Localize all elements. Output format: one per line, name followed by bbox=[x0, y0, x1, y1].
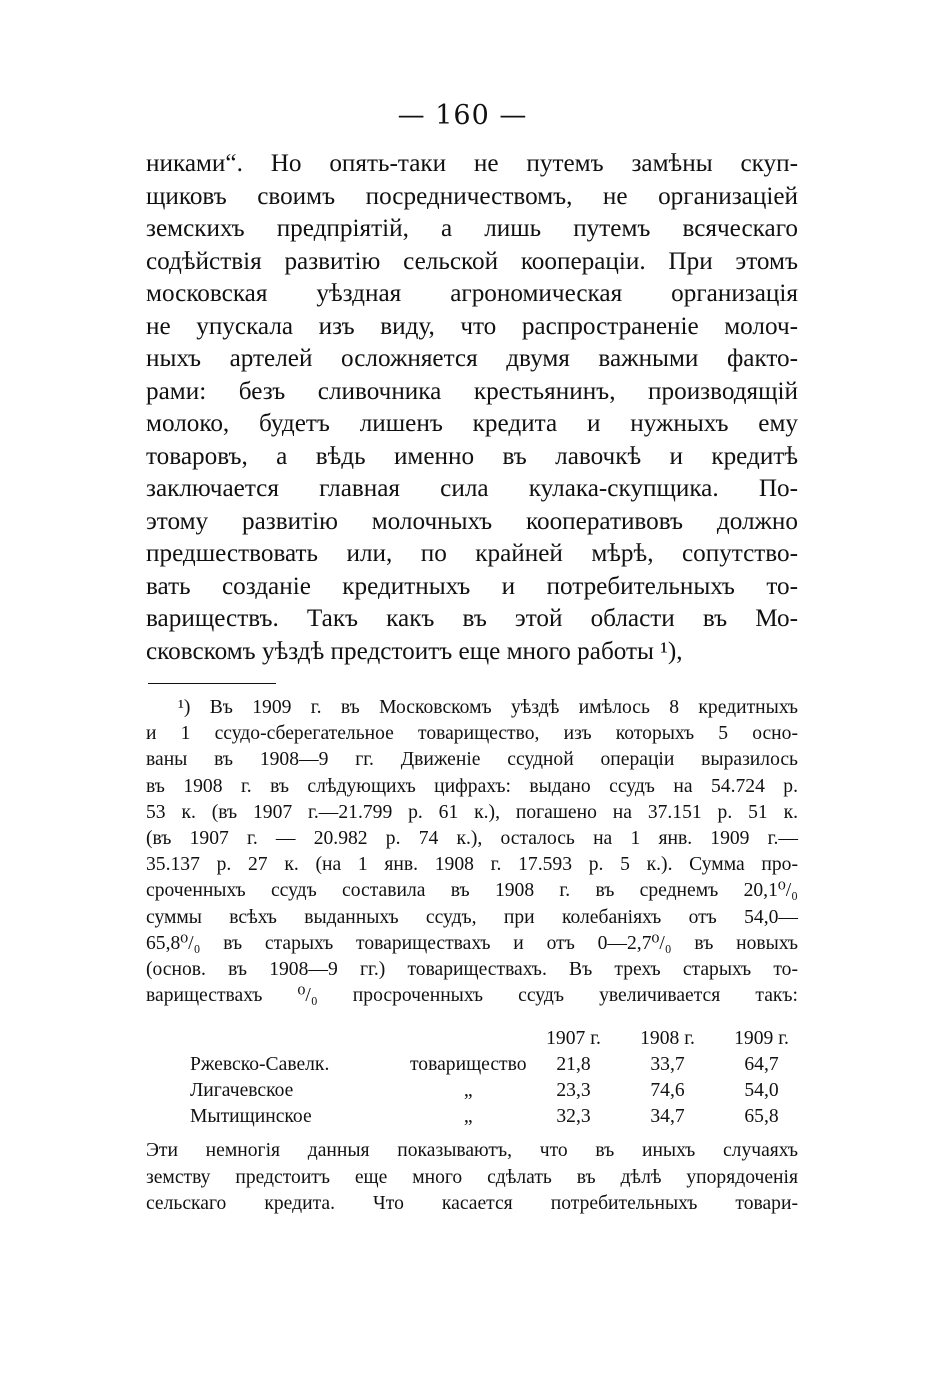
row-value: 32,3 bbox=[556, 1106, 591, 1127]
footnote-line: и 1 ссудо-сберегательное товарищество, изъ которыхъ 5 осно- bbox=[146, 723, 798, 745]
main-paragraph bbox=[146, 148, 798, 668]
table-header-row bbox=[190, 1026, 809, 1052]
row-value: 64,7 bbox=[744, 1054, 779, 1075]
row-value: 34,7 bbox=[650, 1106, 685, 1127]
row-value: 23,3 bbox=[556, 1080, 591, 1101]
row-suffix: товарищество bbox=[410, 1054, 527, 1075]
text-line: предшествовать или, по крайней мѣрѣ, сопутство- bbox=[146, 540, 798, 567]
text-line: ныхъ артелей осложняется двумя важными факто- bbox=[146, 345, 798, 372]
text-line: не упускала изъ виду, что распространеніе молоч- bbox=[146, 312, 798, 340]
footnote-line: 35.137 р. 27 к. (на 1 янв. 1908 г. 17.593 р. 5 к.). Сумма про- bbox=[146, 854, 798, 876]
text-line: Эти немногія данныя показываютъ, что въ иныхъ случаяхъ bbox=[146, 1140, 798, 1161]
year-header: 1909 г. bbox=[734, 1028, 789, 1049]
footnote-divider bbox=[148, 683, 276, 684]
row-name: Мытищинское bbox=[190, 1106, 312, 1127]
text-line: сковскомъ уѣздѣ предстоитъ еще много работы ¹), bbox=[146, 637, 683, 665]
footnote-line: ваны въ 1908—9 гг. Движеніе ссудной операціи выразилось bbox=[146, 749, 798, 771]
row-value: 33,7 bbox=[650, 1054, 685, 1075]
text-line: московская уѣздная агрономическая организація bbox=[146, 280, 798, 307]
row-value: 65,8 bbox=[744, 1106, 779, 1127]
footnote-line: сроченныхъ ссудъ составила въ 1908 г. въ среднемъ 20,1⁰/₀ bbox=[146, 880, 798, 902]
footnote-line: 53 к. (въ 1907 г.—21.799 р. 61 к.), погашено на 37.151 р. 51 к. bbox=[146, 801, 798, 823]
text-line: земскихъ предпріятій, а лишь путемъ всяческаго bbox=[146, 215, 798, 242]
text-line: вать созданіе кредитныхъ и потребительныхъ то- bbox=[146, 572, 798, 600]
footnote-line: 65,8⁰/₀ въ старыхъ товариществахъ и отъ 0—2,7⁰/₀ въ новыхъ bbox=[146, 932, 798, 954]
text-line: этому развитію молочныхъ кооперативовъ должно bbox=[146, 507, 798, 535]
row-value: 21,8 bbox=[556, 1054, 591, 1075]
row-suffix: „ bbox=[463, 1080, 473, 1101]
text-line: вариществъ. Такъ какъ въ этой области въ Мо- bbox=[146, 605, 798, 632]
row-value: 74,6 bbox=[650, 1080, 685, 1101]
row-name: Лигачевское bbox=[190, 1080, 294, 1101]
footnote-line: (основ. въ 1908—9 гг.) товариществахъ. Въ трехъ старыхъ то- bbox=[146, 958, 798, 980]
footnote-line: (въ 1907 г. — 20.982 р. 74 к.), осталось на 1 янв. 1909 г.— bbox=[146, 827, 798, 849]
text-line: сельскаго кредита. Что касается потребительныхъ товари- bbox=[146, 1193, 798, 1214]
footnote bbox=[146, 695, 798, 1009]
text-line: щиковъ своимъ посредничествомъ, не организаціей bbox=[146, 182, 798, 210]
table-row bbox=[190, 1052, 809, 1078]
table-row bbox=[190, 1104, 809, 1130]
text-line: рами: безъ сливочника крестьянинъ, производящій bbox=[146, 377, 798, 405]
table-row bbox=[190, 1078, 809, 1104]
footnote-line: въ 1908 г. въ слѣдующихъ цифрахъ: выдано ссудъ на 54.724 р. bbox=[146, 775, 798, 797]
row-suffix: „ bbox=[463, 1106, 473, 1127]
overdue-loans-table bbox=[190, 1026, 809, 1130]
row-name: Ржевско-Савелк. bbox=[190, 1054, 330, 1075]
closing-paragraph bbox=[146, 1138, 798, 1218]
footnote-line: ¹) Въ 1909 г. въ Московскомъ уѣздѣ имѣлось 8 кредитныхъ bbox=[178, 697, 798, 718]
footnote-line: суммы всѣхъ выданныхъ ссудъ, при колебаніяхъ отъ 54,0— bbox=[146, 906, 798, 928]
text-line: содѣйствія развитію сельской коопераціи. При этомъ bbox=[146, 247, 798, 275]
text-line: никами“. Но опять-таки не путемъ замѣны скуп- bbox=[146, 150, 798, 177]
year-header: 1907 г. bbox=[546, 1028, 601, 1049]
page-number: — 160 — bbox=[397, 100, 528, 131]
text-line: молоко, будетъ лишенъ кредита и нужныхъ ему bbox=[146, 410, 798, 437]
text-line: товаровъ, а вѣдь именно въ лавочкѣ и кредитѣ bbox=[146, 442, 798, 470]
text-line: земству предстоитъ еще много сдѣлать въ дѣлѣ упорядоченія bbox=[146, 1166, 798, 1188]
year-header: 1908 г. bbox=[640, 1028, 695, 1049]
row-value: 54,0 bbox=[744, 1080, 779, 1101]
text-line: заключается главная сила кулака-скупщика. По- bbox=[146, 475, 798, 502]
footnote-line: вариществахъ ⁰/₀ просроченныхъ ссудъ увеличивается такъ: bbox=[146, 985, 798, 1007]
